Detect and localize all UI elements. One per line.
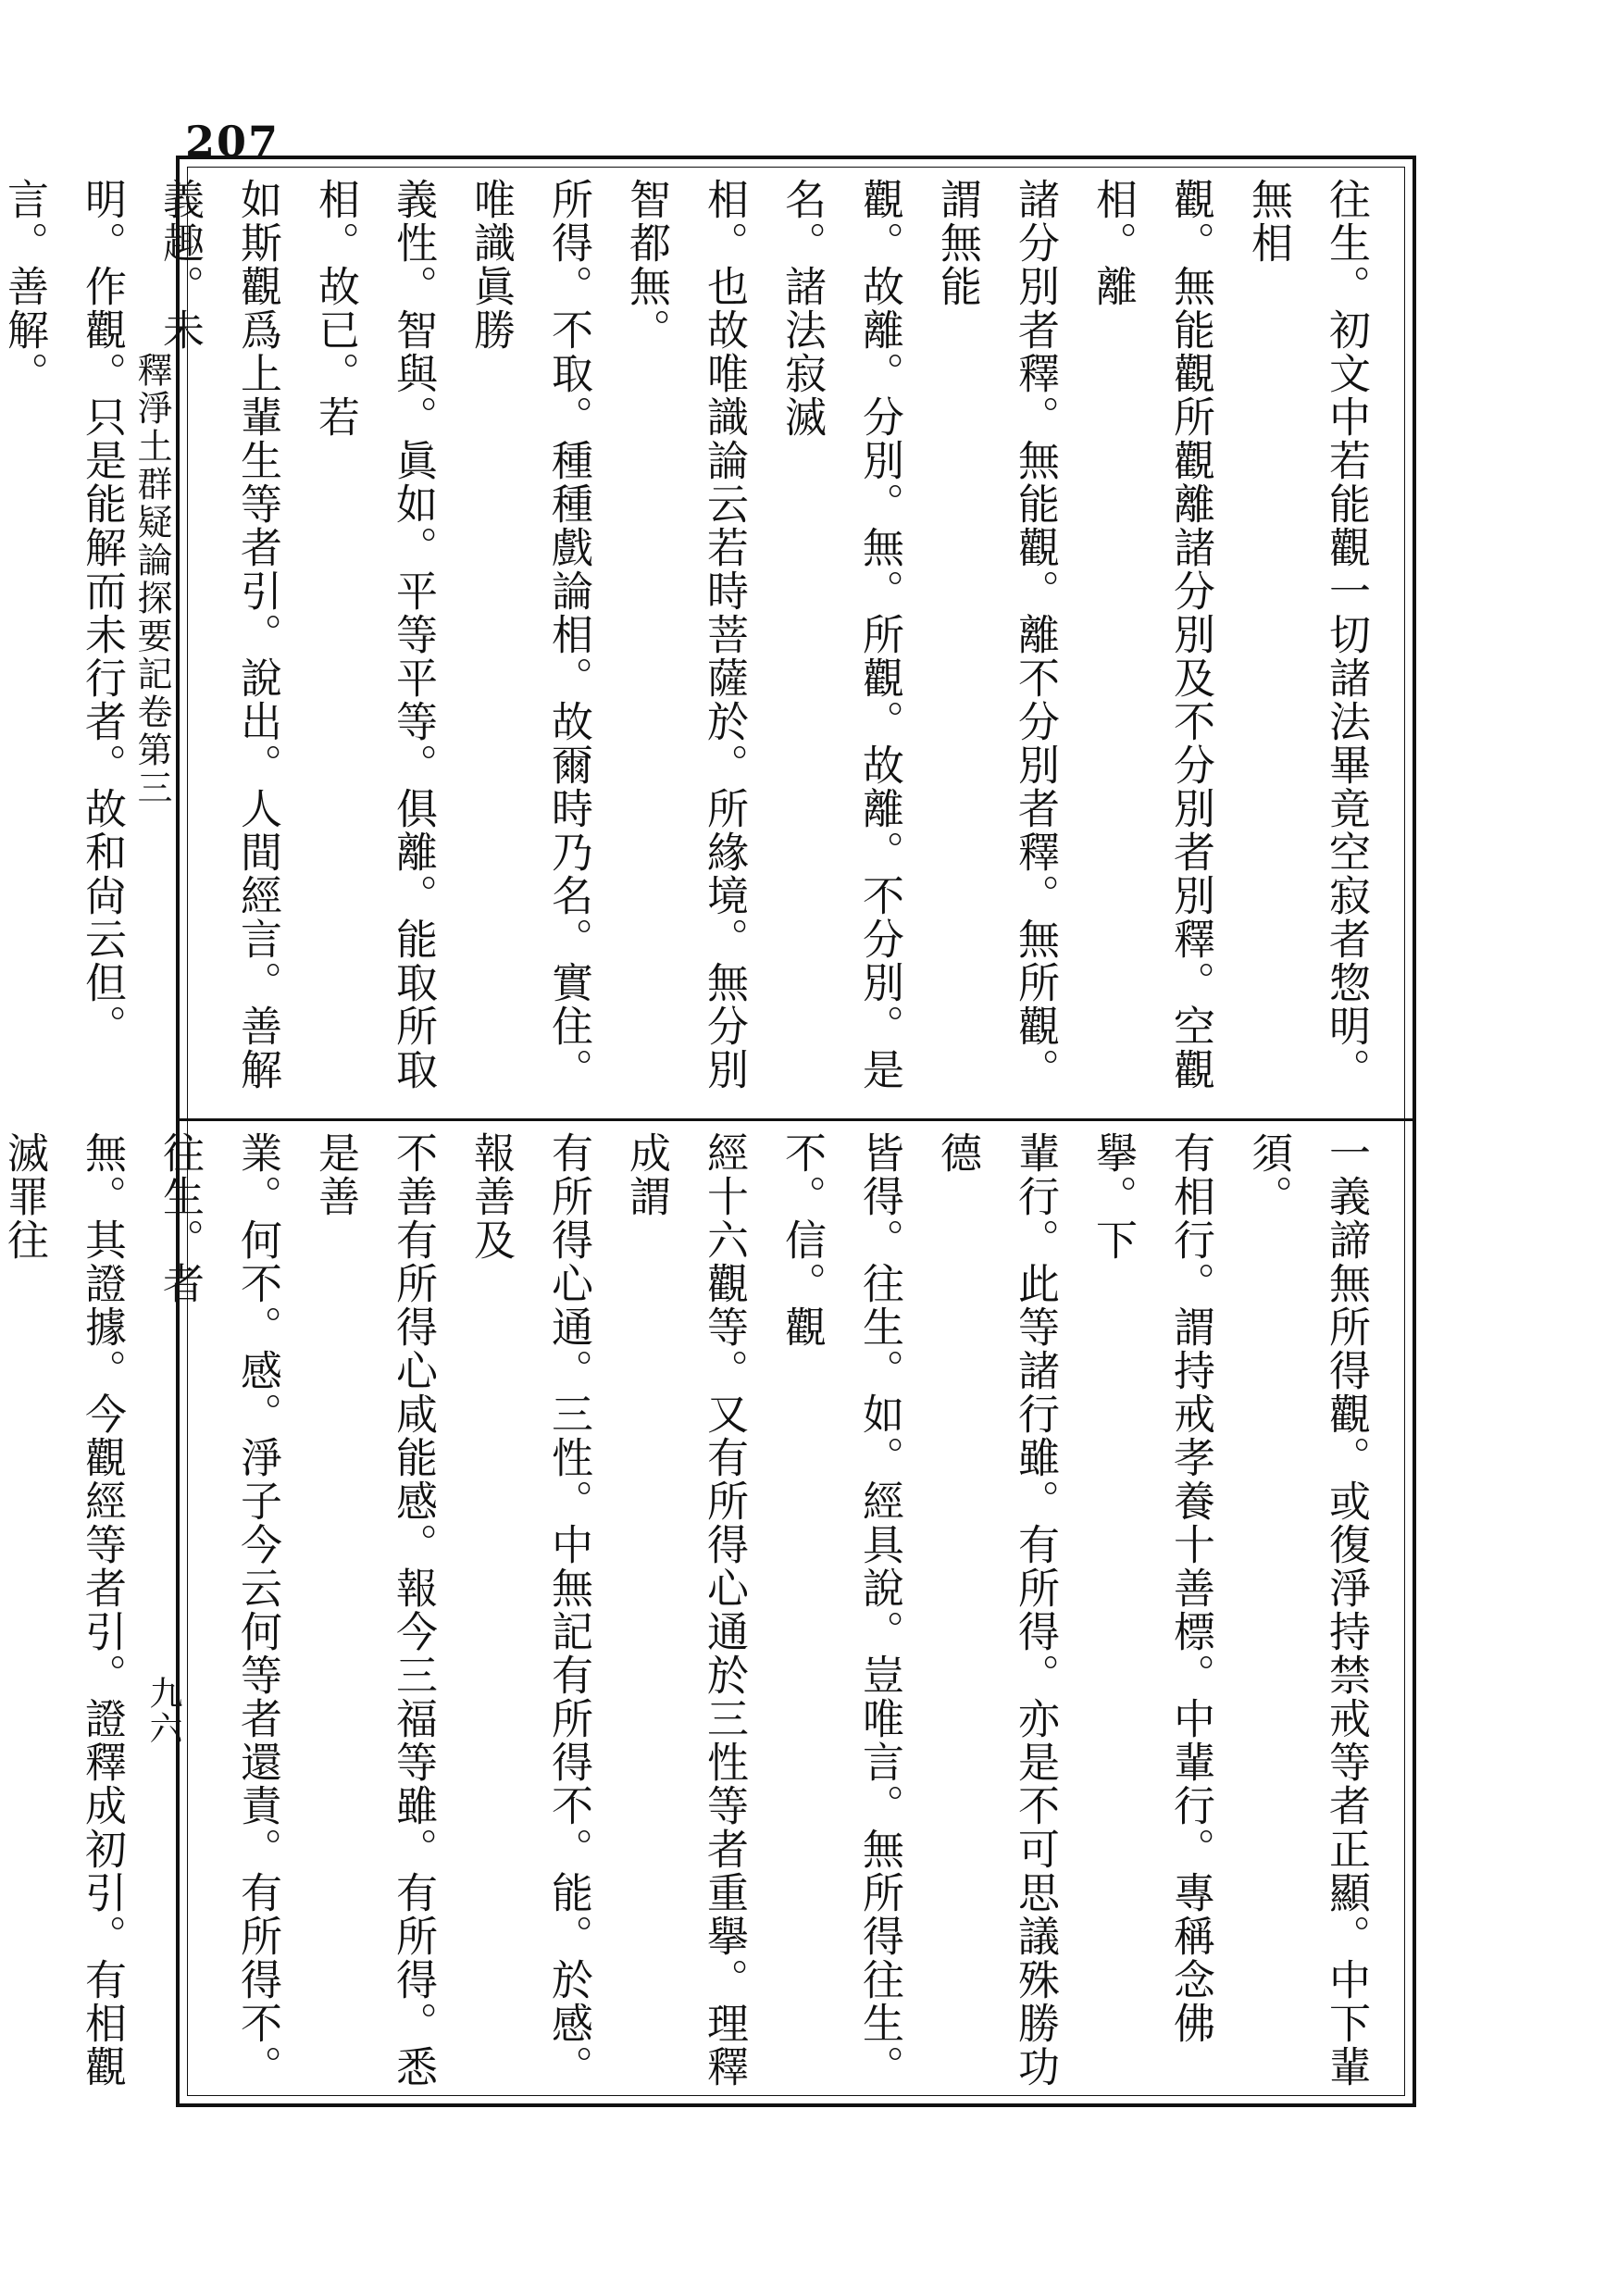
upper-column-5: 相。也故唯識論云若時菩薩於。所緣境。無分別智都無。 bbox=[622, 178, 749, 1092]
register-divider bbox=[180, 1118, 1413, 1121]
lower-column-3: 輩行。此等諸行雖。有所得。亦是不可思議殊勝功德 bbox=[933, 1131, 1060, 2089]
lower-column-5: 經十六觀等。又有所得心通於三性等者重擧。理釋成謂 bbox=[622, 1131, 749, 2089]
lower-column-6: 有所得心通。三性。中無記有所得不。能。於感。報善及 bbox=[467, 1131, 593, 2089]
lower-column-4: 皆得。往生。如。經具說。豈唯言。無所得往生。不。信。觀 bbox=[778, 1131, 904, 2089]
lower-column-2: 有相行。謂持戒孝養十善標。中輩行。專稱念佛擧。下 bbox=[1089, 1131, 1215, 2045]
upper-column-3: 諸分別者釋。無能觀。離不分別者釋。無所觀。謂無能 bbox=[933, 178, 1060, 1092]
upper-column-4: 觀。故離。分別。無。所觀。故離。不分別。是名。諸法寂滅 bbox=[778, 178, 904, 1092]
lower-column-7: 不善有所得心咸能感。報今三福等雖。有所得。悉是善 bbox=[311, 1131, 438, 2089]
upper-column-1: 往生。初文中若能觀一切諸法畢竟空寂者惣明。無相 bbox=[1244, 178, 1371, 1092]
page-number: 207 bbox=[185, 117, 280, 167]
upper-column-9: 明。作觀。只是能解而未行者。故和尙云但。言。善解。 bbox=[0, 178, 127, 1048]
lower-column-8: 業。何不。感。淨子今云何等者還責。有所得不。往生。者 bbox=[156, 1131, 282, 2089]
upper-column-2: 觀。無能觀所觀離諸分別及不分別者別釋。空觀相。離 bbox=[1089, 178, 1215, 1092]
folio-number: 九六 bbox=[144, 1676, 182, 1746]
lower-column-9: 無。其證據。今觀經等者引。證釋成初引。有相觀滅罪往 bbox=[0, 1131, 127, 2089]
lower-column-1: 一義諦無所得觀。或復淨持禁戒等者正顯。中下輩須。 bbox=[1244, 1131, 1371, 2089]
upper-column-8: 如斯觀爲上輩生等者引。說出。人間經言。善解義趣。未 bbox=[156, 178, 282, 1092]
upper-column-7: 義性。智與。眞如。平等平等。俱離。能取所取相。故已。若 bbox=[311, 178, 438, 1092]
running-title: 釋淨土群疑論探要記卷第三 bbox=[131, 352, 172, 807]
upper-column-6: 所得。不取。種種戲論相。故爾時乃名。實住。唯識眞勝 bbox=[467, 178, 593, 1092]
